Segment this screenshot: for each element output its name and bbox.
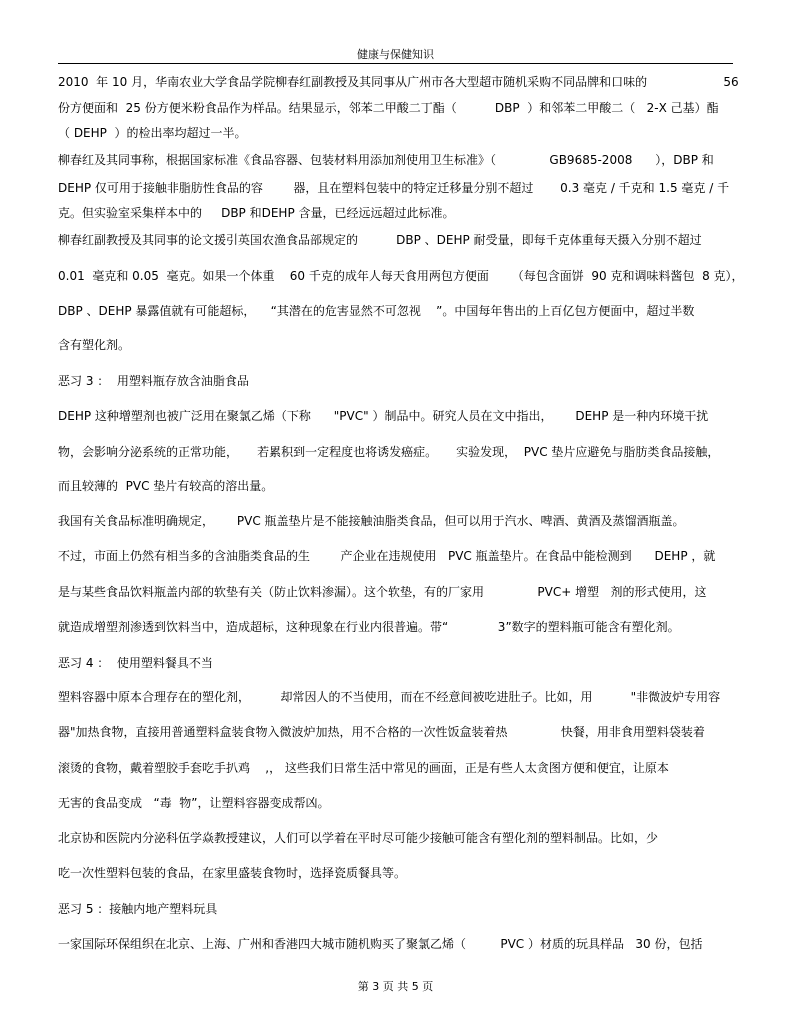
text-line: 器"加热食物，直接用普通塑料盒装食物入微波炉加热，用不合格的一次性饭盒装着热 快餐，用非食用塑料袋装着 [58, 725, 705, 739]
text-line: 是与某些食品饮料瓶盖内部的软垫有关（防止饮料渗漏）。这个软垫，有的厂家用 PVC+ 增塑 剂的形式使用，这 [58, 585, 707, 599]
text-line: 北京协和医院内分泌科伍学焱教授建议，人们可以学着在平时尽可能少接触可能含有塑化剂的塑料制品。比如，少 [58, 831, 659, 845]
text-line: 克。但实验室采集样本中的 DBP 和DEHP 含量，已经远远超过此标准。 [58, 206, 455, 220]
text-line: 柳春红及其同事称，根据国家标准《食品容器、包装材料用添加剂使用卫生标准》（ GB9685-2008 ），DBP 和 [58, 153, 714, 167]
text-line: （ DEHP ）的检出率均超过一半。 [58, 126, 247, 140]
text-line: 含有塑化剂。 [58, 338, 131, 352]
text-line: 不过，市面上仍然有相当多的含油脂类食品的生 产企业在违规使用 PVC 瓶盖垫片。在食品中能检测到 DEHP ，就 [58, 549, 716, 563]
text-line: 柳春红副教授及其同事的论文援引英国农渔食品部规定的 DBP 、DEHP 耐受量，即每千克体重每天摄入分别不超过 [58, 233, 702, 247]
text-line: 一家国际环保组织在北京、上海、广州和香港四大城市随机购买了聚氯乙烯（ PVC ）材质的玩具样品 30 份，包括 [58, 937, 703, 951]
text-line: 吃一次性塑料包装的食品，在家里盛装食物时，选择瓷质餐具等。 [58, 866, 407, 880]
text-line: 我国有关食品标准明确规定， PVC 瓶盖垫片是不能接触油脂类食品，但可以用于汽水、啤酒、黄酒及蒸馏酒瓶盖。 [58, 514, 685, 528]
text-line: DEHP 仅可用于接触非脂肪性食品的容 器，且在塑料包装中的特定迁移量分别不超过 0.3 毫克 / 千克和 1.5 毫克 / 千 [58, 181, 730, 195]
text-line: 份方便面和 25 份方便米粉食品作为样品。结果显示，邻苯二甲酸二丁酯（ DBP ）和邻苯二甲酸二（ 2-X 己基）酯 [58, 101, 719, 115]
text-line: DBP 、DEHP 暴露值就有可能超标， “其潜在的危害显然不可忽视 ”。中国每年售出的上百亿包方便面中，超过半数 [58, 304, 695, 318]
text-line: 无害的食品变成 “毒 物”，让塑料容器变成帮凶。 [58, 796, 330, 810]
text-line: 2010 年 10 月，华南农业大学食品学院柳春红副教授及其同事从广州市各大型超市随机采购不同品牌和口味的 56 [58, 75, 739, 89]
header-rule [58, 63, 733, 64]
text-line: 就造成增塑剂渗透到饮料当中，造成超标，这种现象在行业内很普遍。带“ 3”数字的塑料瓶可能含有塑化剂。 [58, 620, 680, 634]
text-line: 0.01 毫克和 0.05 毫克。如果一个体重 60 千克的成年人每天食用两包方便面 （每包含面饼 90 克和调味料酱包 8 克）， [58, 269, 744, 283]
section-heading: 恶习 4 ： 使用塑料餐具不当 [58, 656, 213, 670]
text-line: DEHP 这种增塑剂也被广泛用在聚氯乙烯（下称 "PVC" ）制品中。研究人员在文中指出， DEHP 是一种内环境干扰 [58, 409, 709, 423]
text-line: 而且较薄的 PVC 垫片有较高的溶出量。 [58, 479, 274, 493]
section-heading: 恶习 3 ： 用塑料瓶存放含油脂食品 [58, 374, 249, 388]
section-heading: 恶习 5 ：接触内地产塑料玩具 [58, 902, 218, 916]
text-line: 物，会影响分泌系统的正常功能， 若累积到一定程度也将诱发癌症。 实验发现， PVC 垫片应避免与脂肪类食品接触， [58, 445, 720, 459]
running-header: 健康与保健知识 [357, 48, 434, 61]
page-number: 第 3 页 共 5 页 [357, 980, 434, 993]
text-line: 滚烫的食物，戴着塑胶手套吃手扒鸡 ,， 这些我们日常生活中常见的画面，正是有些人太贪图方便和便宜，让原本 [58, 761, 669, 775]
text-line: 塑料容器中原本合理存在的塑化剂， 却常因人的不当使用，而在不经意间被吃进肚子。比如，用 "非微波炉专用容 [58, 690, 721, 704]
